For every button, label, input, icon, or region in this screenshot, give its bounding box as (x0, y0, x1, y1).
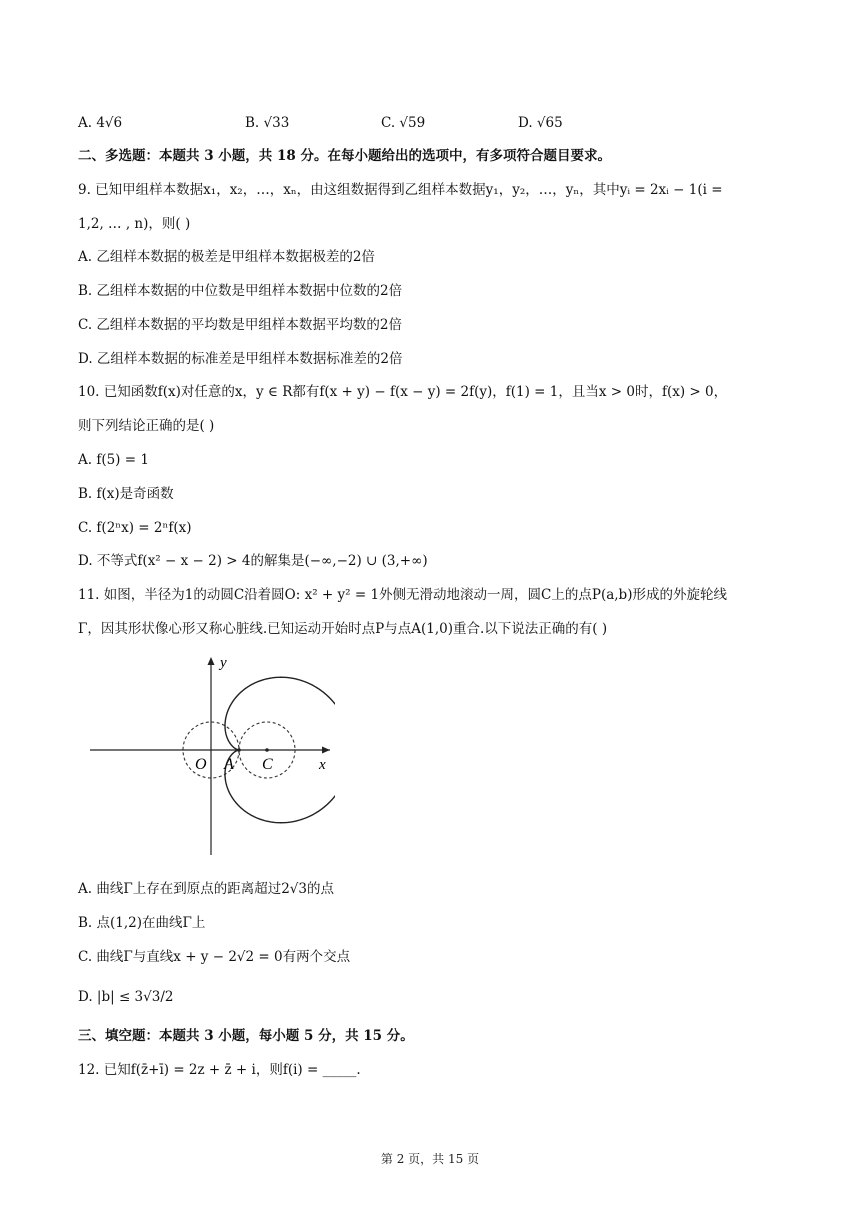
point-c (265, 748, 269, 752)
point-a (237, 748, 241, 752)
q11-option-b: B. 点(1,2)在曲线Γ上 (78, 915, 206, 931)
q11-stem-line2: Γ，因其形状像心形又称心脏线.已知运动开始时点P与点A(1,0)重合.以下说法正确的有( ) (78, 621, 608, 637)
cardioid-figure (90, 655, 335, 860)
section2-header: 二、多选题：本题共 3 小题，共 18 分。在每小题给出的选项中，有多项符合题目要求。 (78, 148, 611, 164)
label-x: x (319, 757, 326, 773)
label-y: y (220, 655, 227, 671)
q12-stem: 12. 已知f(z̄+ī) = 2z + z̄ + i，则f(i) = _____. (78, 1062, 361, 1078)
q9-option-d: D. 乙组样本数据的标准差是甲组样本数据标准差的2倍 (78, 351, 403, 367)
label-o: O (195, 756, 207, 773)
q10-stem-line2: 则下列结论正确的是( ) (78, 418, 215, 434)
q9-option-c: C. 乙组样本数据的平均数是甲组样本数据平均数的2倍 (78, 317, 403, 333)
q9-option-b: B. 乙组样本数据的中位数是甲组样本数据中位数的2倍 (78, 283, 403, 299)
q8-option-b: B. √33 (245, 115, 290, 131)
q10-option-a: A. f(5) = 1 (78, 452, 149, 468)
label-a: A (224, 756, 234, 773)
section3-header: 三、填空题：本题共 3 小题，每小题 5 分，共 15 分。 (78, 1028, 414, 1044)
q9-option-a: A. 乙组样本数据的极差是甲组样本数据极差的2倍 (78, 249, 375, 265)
q11-option-a: A. 曲线Γ上存在到原点的距离超过2√3的点 (78, 881, 334, 897)
q8-options-row (78, 113, 778, 133)
q11-option-c: C. 曲线Γ与直线x + y − 2√2 = 0有两个交点 (78, 949, 351, 965)
label-c: C (262, 756, 273, 773)
q10-option-c: C. f(2ⁿx) = 2ⁿf(x) (78, 520, 192, 536)
q11-stem-line1: 11. 如图，半径为1的动圆C沿着圆O: x² + y² = 1外侧无滑动地滚动一周，圆C上的点P(a,b)形成的外旋轮线 (78, 587, 727, 603)
q8-option-c: C. √59 (381, 115, 426, 131)
q9-stem-line2: 1,2, … , n)，则( ) (78, 216, 191, 232)
q10-option-b: B. f(x)是奇函数 (78, 486, 174, 502)
y-axis-arrow (208, 657, 215, 665)
q9-stem-line1: 9. 已知甲组样本数据x₁，x₂，…，xₙ，由这组数据得到乙组样本数据y₁，y₂，…，yₙ，其中yᵢ = 2xᵢ − 1(i = (78, 182, 723, 198)
q8-option-d: D. √65 (518, 115, 563, 131)
page-footer: 第 2 页，共 15 页 (380, 1152, 480, 1166)
q8-option-a: A. 4√6 (78, 115, 123, 131)
cardioid-diagram (90, 655, 335, 860)
q10-stem-line1: 10. 已知函数f(x)对任意的x，y ∈ R都有f(x + y) − f(x − y) = 2f(y)，f(1) = 1，且当x > 0时，f(x) > 0， (78, 384, 728, 400)
q11-option-d: D. |b| ≤ 3√3/2 (78, 989, 174, 1005)
q10-option-d: D. 不等式f(x² − x − 2) > 4的解集是(−∞,−2) ∪ (3,+∞) (78, 553, 428, 569)
x-axis-arrow (322, 747, 330, 754)
